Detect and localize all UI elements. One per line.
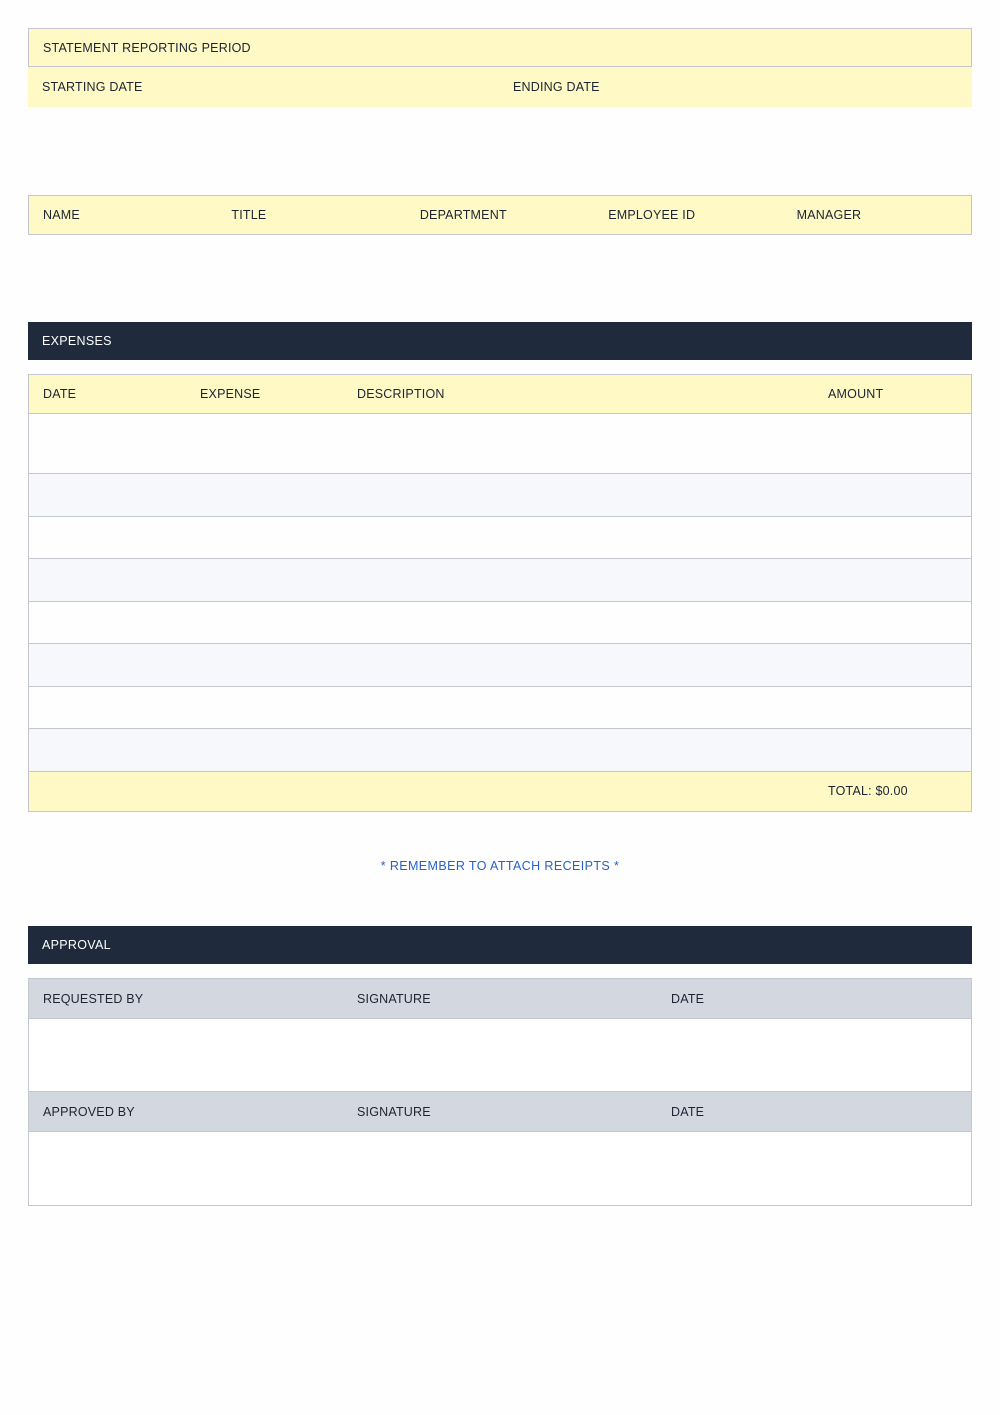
employee-info-header [28, 195, 972, 235]
attach-receipts-reminder: * REMEMBER TO ATTACH RECEIPTS * [380, 859, 620, 873]
approved-by-entry-area[interactable] [29, 1132, 971, 1205]
approved-by-label: APPROVED BY [43, 1104, 135, 1119]
expense-row[interactable] [29, 729, 971, 772]
approval-table [28, 978, 972, 1206]
expense-row[interactable] [29, 559, 971, 602]
date-column-header: DATE [43, 387, 77, 401]
manager-column-header: MANAGER [796, 208, 862, 222]
requested-date-label: DATE [671, 991, 705, 1006]
requested-by-header-row [29, 979, 971, 1019]
title-column-header: TITLE [231, 208, 267, 222]
expense-row[interactable] [29, 687, 971, 730]
expense-column-header: EXPENSE [200, 387, 261, 401]
requested-by-label: REQUESTED BY [43, 991, 144, 1006]
expenses-section-title: EXPENSES [28, 322, 972, 360]
approved-date-label: DATE [671, 1104, 705, 1119]
expenses-table [28, 374, 972, 812]
approved-signature-label: SIGNATURE [357, 1104, 431, 1119]
expense-row[interactable] [29, 414, 971, 474]
amount-column-header: AMOUNT [828, 387, 884, 401]
statement-dates-row [28, 67, 972, 107]
department-column-header: DEPARTMENT [419, 208, 507, 222]
approval-section-title: APPROVAL [28, 926, 972, 964]
expense-row[interactable] [29, 517, 971, 560]
employee-id-column-header: EMPLOYEE ID [608, 208, 696, 222]
description-column-header: DESCRIPTION [357, 387, 445, 401]
expense-row[interactable] [29, 602, 971, 645]
approved-by-header-row [29, 1092, 971, 1132]
expense-row[interactable] [29, 474, 971, 517]
name-column-header: NAME [43, 208, 80, 222]
expenses-table-header [29, 375, 971, 414]
expenses-total-row [29, 772, 971, 811]
starting-date-label: STARTING DATE [42, 80, 143, 94]
requested-by-entry-area[interactable] [29, 1019, 971, 1092]
expenses-total: TOTAL: $0.00 [828, 783, 908, 798]
requested-signature-label: SIGNATURE [357, 991, 431, 1006]
statement-period-title: STATEMENT REPORTING PERIOD [28, 28, 972, 67]
ending-date-label: ENDING DATE [513, 80, 600, 94]
expense-row[interactable] [29, 644, 971, 687]
statement-period-section [28, 28, 972, 107]
